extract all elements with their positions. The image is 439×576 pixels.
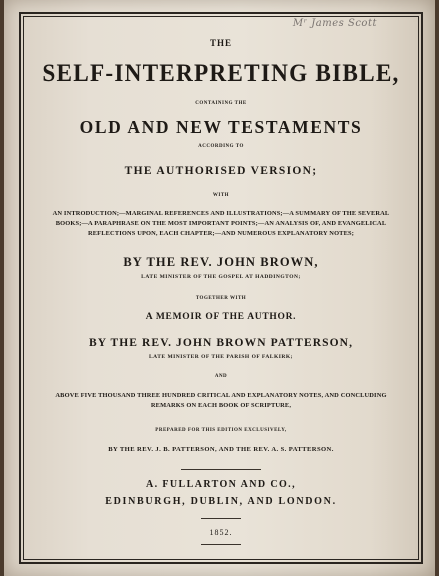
prepared-label: PREPARED FOR THIS EDITION EXCLUSIVELY, [155,428,287,433]
contents-paragraph: AN INTRODUCTION;—MARGINAL REFERENCES AND ILLUSTRATIONS;—A SUMMARY OF THE SEVERAL BOOKS;—A PARAPHRASE ON THE MOST IMPORTANT POINTS;—AN ANALYSIS OF, AND EVANGELICAL REFLECTIONS UPON, EACH CHAPTER;—AND NUMEROUS EXPLANATORY NOTES; [52,210,390,237]
handwritten-signature: Mʳ James Scott [292,18,377,29]
cities-line: EDINBURGH, DUBLIN, AND LONDON. [105,496,337,507]
divider-rule [201,518,241,519]
divider-rule [201,544,241,545]
notes-paragraph: ABOVE FIVE THOUSAND THREE HUNDRED CRITICAL AND EXPLANATORY NOTES, AND CONCLUDING REMARKS ON EACH BOOK OF SCRIPTURE, [55,392,387,409]
together-label: TOGETHER WITH [195,296,247,301]
divider-rule [181,469,261,470]
publisher-line: A. FULLARTON AND CO., [146,479,296,490]
memoir-line: A MEMOIR OF THE AUTHOR. [145,312,297,322]
title-page [4,0,435,576]
second-author-role: LATE MINISTER OF THE PARISH OF FALKIRK; [149,354,293,360]
second-author-line: BY THE REV. JOHN BROWN PATTERSON, [88,337,354,349]
with-label: WITH [212,193,230,198]
and-label: AND [214,374,228,379]
publication-year: 1852. [209,528,233,537]
the-label: THE [209,38,232,48]
author-line: BY THE REV. JOHN BROWN, [123,255,319,269]
testaments-heading: OLD AND NEW TESTAMENTS [79,117,363,137]
containing-label: CONTAINING THE [195,101,247,106]
version-heading: THE AUTHORISED VERSION; [124,165,318,177]
author-role: LATE MINISTER OF THE GOSPEL AT HADDINGTON; [141,274,301,280]
according-label: ACCORDING TO [198,144,244,149]
main-title: SELF-INTERPRETING BIBLE, [42,60,400,87]
editors-line: BY THE REV. J. B. PATTERSON, AND THE REV. A. S. PATTERSON. [108,446,334,453]
